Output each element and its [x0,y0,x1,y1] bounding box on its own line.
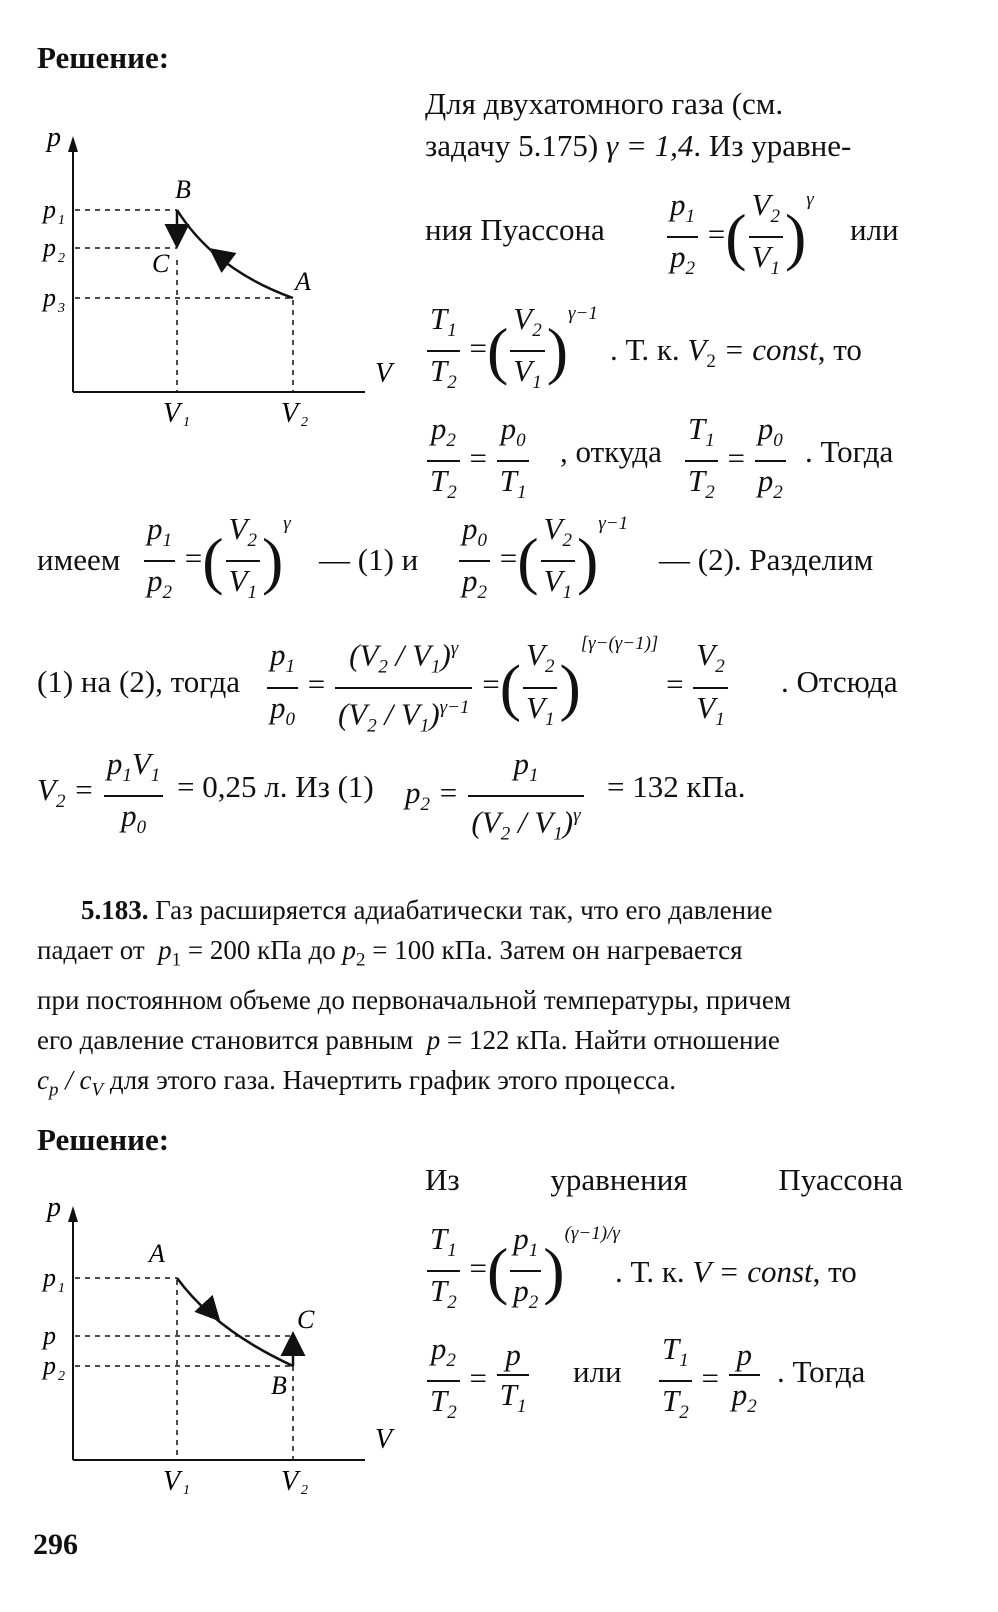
svg-text:V: V [281,398,299,429]
page-number: 296 [33,1528,78,1561]
point-b-label: B [271,1371,287,1400]
svg-text:2: 2 [301,415,308,430]
point-c-label: C [297,1305,315,1334]
svg-text:p: p [43,1321,56,1350]
point-a-label: A [295,267,311,296]
p-axis-label: p [47,122,61,153]
solution1-line2: задачу 5.175) γ = 1,4. Из уравне- [425,128,852,163]
svg-text:p: p [43,233,56,262]
svg-text:V: V [163,398,181,429]
adiabat-curve [177,210,293,298]
v-axis-label: V [375,358,393,389]
solution1-line7: (1) на (2), тогда $\frac{p_1}{p_0}$ = $\frac{(V_2 / V_1)^\gamma}{(V_2 / V_1)^{\gamma-1}}$ =( $\frac{V_2}{V_1}$ )[γ−(γ−1)] = $\frac{V_2}{V_1}$ . Отсюда [37,630,903,730]
solution1-line5: $\frac{p_2}{T_2}$ = $\frac{p_0}{T_1}$ , откуда $\frac{T_1}{T_2}$ = $\frac{p_0}{p_2}$ . Тогда [425,410,903,500]
solution-heading-1: Решение: [37,40,170,75]
v-axis-label: V [375,1424,393,1455]
svg-text:p: p [43,283,56,312]
solution1-line3: ния Пуассона $\frac{p_1}{p_2}$ =( $\frac{V_2}{V_1}$ )$^\gamma$ или [425,186,903,276]
poisson-eq-temperature-volume: $\frac{T_1}{T_2}$ =( $\frac{V_2}{V_1}$ )$^{\gamma-1}$ [425,300,598,402]
svg-text:2: 2 [58,251,65,266]
solution2-line1: Из уравнения Пуассона [425,1162,903,1197]
problem-statement: 5.183. Газ расширяется адиабатически так, что его давление падает от $p_1 = 200$ кПа до $p_2 = 100$ кПа. Затем он нагревается при постоянном объеме до первоначальной температуры, причем его давление становится равным p = 122 кПа. Найти отношение $c_p / c_V$ для этого газа. Начертить график этого процесса. [37,890,903,1111]
point-a-label: A [149,1239,165,1268]
solution1-line6: имеем $\frac{p_1}{p_2}$ =( $\frac{V_2}{V_1}$ )$^\gamma$ — (1) и $\frac{p_0}{p_2}$ =( $\frac{V_2}{V_1}$ )$^{\gamma-1}$ — (2). Разделим [37,511,874,604]
svg-text:1: 1 [58,1281,65,1296]
svg-text:3: 3 [58,301,65,316]
solution2-line3: $\frac{p_2}{T_2}$ = $\frac{p}{T_1}$ или $\frac{T_1}{T_2}$ = $\frac{p}{p_2}$ . Тогда [425,1330,903,1420]
p-axis-label: p [47,1192,61,1223]
svg-text:V: V [163,1466,181,1497]
svg-text:2: 2 [58,1369,65,1384]
solution1-line4: $\frac{T_1}{T_2}$ =( $\frac{V_2}{V_1}$ )$^{\gamma-1}$ . Т. к. $V_2$ = const, то [425,300,903,390]
pv-diagram-2 [35,1190,405,1510]
svg-text:1: 1 [183,415,190,430]
svg-text:p: p [43,1263,56,1292]
poisson-eq-temperature-pressure: $\frac{T_1}{T_2}$ =( $\frac{p_1}{p_2}$ )$^{(\gamma-1)/\gamma}$ [425,1220,620,1322]
solution1-line1: Для двухатомного газа (см. [425,86,784,121]
svg-text:p: p [43,195,56,224]
poisson-eq-pressure-volume: $\frac{p_1}{p_2}$ =( $\frac{V_2}{V_1}$ )$^\gamma$ [665,186,814,288]
adiabat-curve [177,1278,293,1366]
problem-number: 5.183. [81,895,149,925]
svg-text:2: 2 [301,1483,308,1498]
p-axis-arrow-icon [68,1206,78,1222]
solution1-line8: $V_2$ = $\frac{p_1V_1}{p_0}$ = 0,25 л. Из (1) $p_2$ = $\frac{p_1}{(V_2 / V_1)^\gamma}$ = 132 кПа. [37,746,746,845]
svg-text:p: p [43,1351,56,1380]
pv-diagram-1 [35,120,405,440]
point-b-label: B [175,175,191,204]
point-c-label: C [152,249,170,278]
svg-text:V: V [281,1466,299,1497]
svg-text:1: 1 [183,1483,190,1498]
solution2-line2: $\frac{T_1}{T_2}$ =( $\frac{p_1}{p_2}$ )$^{(\gamma-1)/\gamma}$ . Т. к. V = const, то [425,1210,903,1310]
solution-heading-2: Решение: [37,1122,170,1157]
p-axis-arrow-icon [68,136,78,152]
svg-text:1: 1 [58,213,65,228]
